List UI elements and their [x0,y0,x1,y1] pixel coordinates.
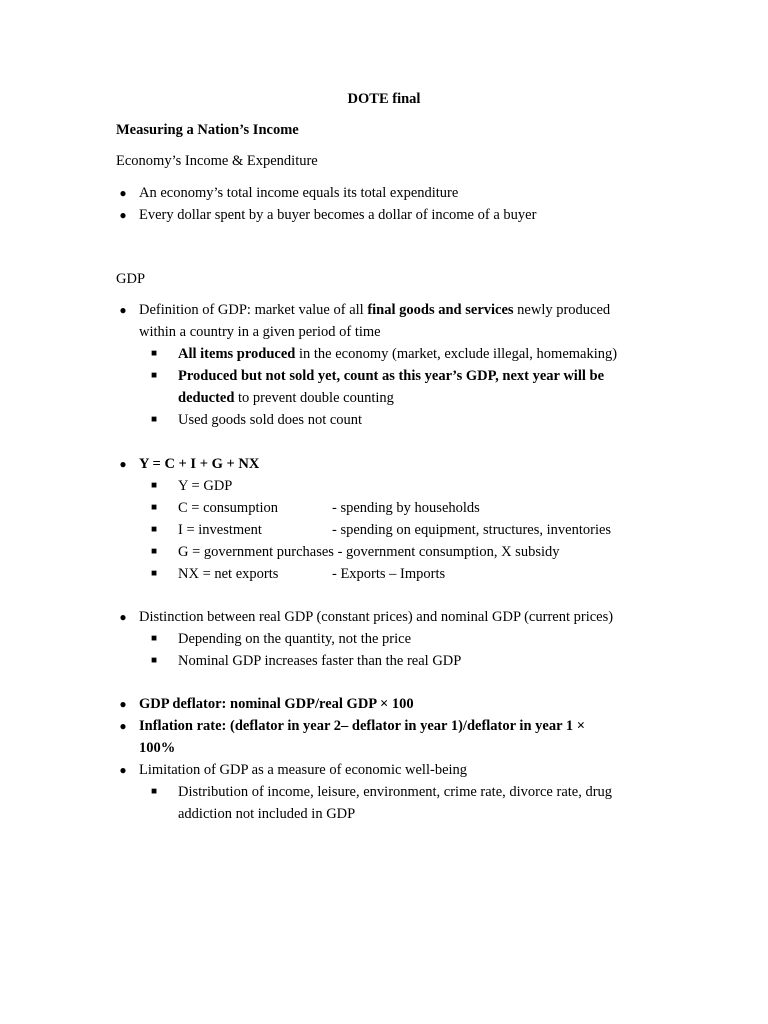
list-sub-item-cont: addiction not included in GDP [178,806,356,822]
bullet-square-icon: ■ [150,348,158,359]
definition-sub-item: All items produced in the economy (market, exclude illegal, homemaking) [178,346,618,362]
bullet-round-icon: ● [119,697,127,711]
definition-line: Definition of GDP: market value of all final goods and services newly produced [139,302,611,318]
bullet-round-icon: ● [119,208,127,222]
list-sub-item: Distribution of income, leisure, environment, crime rate, divorce rate, drug [178,784,613,800]
gdp-deflator: GDP deflator: nominal GDP/real GDP × 100 [139,696,414,712]
bullet-round-icon: ● [119,719,127,733]
list-item: An economy’s total income equals its total expenditure [139,185,459,201]
bullet-square-icon: ■ [150,633,158,644]
list-sub-item: Nominal GDP increases faster than the real GDP [178,653,462,669]
bullet-square-icon: ■ [150,655,158,666]
bullet-square-icon: ■ [150,524,158,535]
gdp-heading: GDP [116,271,146,287]
definition-line-2: within a country in a given period of time [139,324,381,340]
bullet-round-icon: ● [119,303,127,317]
list-sub-item: Depending on the quantity, not the price [178,631,412,647]
formula-term-desc: - spending on equipment, structures, inventories [332,522,612,538]
formula-term-desc: - Exports – Imports [332,566,446,582]
definition-sub-item: Used goods sold does not count [178,412,363,428]
list-item: Limitation of GDP as a measure of economic well-being [139,762,468,778]
definition-sub-item: Produced but not sold yet, count as this year’s GDP, next year will be [178,368,605,384]
bullet-square-icon: ■ [150,414,158,425]
bullet-square-icon: ■ [150,370,158,381]
inflation-rate: Inflation rate: (deflator in year 2– deflator in year 1)/deflator in year 1 × [139,718,586,734]
definition-sub-item-cont: deducted to prevent double counting [178,390,394,406]
document-title: DOTE final [347,91,421,107]
formula-term: I = investment [178,522,262,538]
formula-term: C = consumption [178,500,279,516]
formula-term-desc: - spending by households [332,500,480,516]
list-item: Distinction between real GDP (constant prices) and nominal GDP (current prices) [139,609,614,625]
bullet-round-icon: ● [119,186,127,200]
bullet-round-icon: ● [119,457,127,471]
bullet-round-icon: ● [119,763,127,777]
formula-term: Y = GDP [178,478,233,494]
section-heading: Measuring a Nation’s Income [116,122,299,138]
gdp-formula: Y = C + I + G + NX [139,456,260,472]
formula-term: NX = net exports [178,566,279,582]
bullet-round-icon: ● [119,610,127,624]
bullet-square-icon: ■ [150,786,158,797]
list-item: Every dollar spent by a buyer becomes a dollar of income of a buyer [139,207,537,223]
formula-term: G = government purchases - government consumption, X subsidy [178,544,560,560]
bullet-square-icon: ■ [150,568,158,579]
bullet-square-icon: ■ [150,480,158,491]
bullet-square-icon: ■ [150,546,158,557]
bullet-square-icon: ■ [150,502,158,513]
inflation-rate-cont: 100% [139,740,176,756]
sub-heading: Economy’s Income & Expenditure [116,153,318,169]
